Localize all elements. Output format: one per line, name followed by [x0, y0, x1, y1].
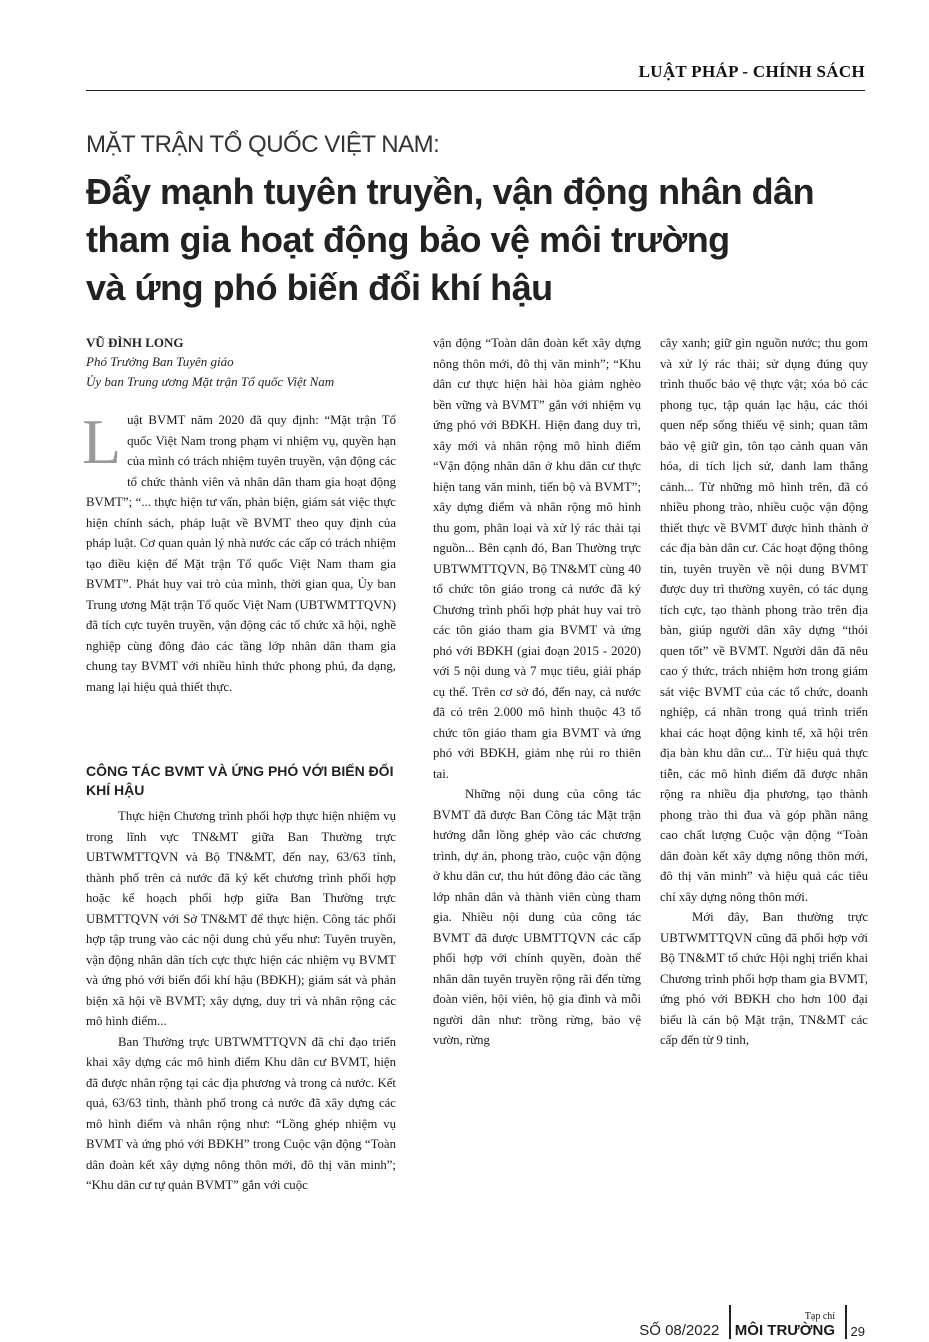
section-label: LUẬT PHÁP - CHÍNH SÁCH [638, 62, 865, 81]
magazine-masthead [735, 1311, 835, 1339]
author-role: Phó Trưởng Ban Tuyên giáo [86, 354, 234, 369]
body-paragraph: Những nội dung của công tác BVMT đã được Ban Công tác Mặt trận hướng dẫn lồng ghép vào các chương trình, dự án, phong trào, cuộc vận động ở khu dân cư, thu hút đông đảo các tầng lớp nhân dân và thành viên cùng tham gia. Nhiều nội dung của công tác BVMT đã được UBMTTQVN các cấp phối hợp với chính quyền, đoàn thể nhân dân tuyên truyền rộng rãi đến từng đoàn viên, hội viên, hộ gia đình và mỗi người dân như: trồng rừng, bảo vệ vườn, rừng [433, 787, 641, 1047]
author-name: VŨ ĐÌNH LONG [86, 335, 184, 350]
vertical-divider [729, 1305, 731, 1339]
body-paragraph: vận động “Toàn dân đoàn kết xây dựng nông thôn mới, đô thị văn minh”; “Khu dân cư thực hiện hài hòa giảm nghèo bền vững và BVMT” gắn với nhiệm vụ ứng phó với BĐKH. Hiện đang duy trì, xây mới và nhân rộng mô hình điểm “Vận động nhân dân ở khu dân cư thực hiện tang văn minh, tiến bộ và BVMT”; xây dựng điểm và nhân rộng mô hình thu gom, phân loại và xử lý rác thải tại nguồn... Bên cạnh đó, Ban Thường trực UBTWMTTQVN, Bộ TN&MT cùng 40 tổ chức tôn giáo trong cả nước đã ký Chương trình phối hợp phát huy vai trò các tôn giáo tham gia BVMT và ứng phó với BĐKH (giai đoạn 2015 - 2020) với 5 nội dung và 7 mục tiêu, giải pháp cụ thể. Trên cơ sở đó, đến nay, cả nước đã có trên 2.000 mô hình thuộc 43 tổ chức tôn giáo tham gia BVMT và ứng phó với BĐKH, giảm nhẹ rủi ro thiên tai. [433, 336, 641, 781]
body-paragraph: Thực hiện Chương trình phối hợp thực hiện nhiệm vụ trong lĩnh vực TN&MT giữa Ban Thường trực UBTWMTTQVN và Bộ TN&MT, đến nay, 63/63 tỉnh, thành phố trên cả nước đã ký kết chương trình phối hợp hoặc kế hoạch phối hợp giữa Ban Thường trực UBMTTQVN với Sở TN&MT để thực hiện. Công tác phối hợp tập trung vào các nội dung chủ yếu như: Tuyên truyền, vận động nhân dân tích cực thực hiện các nhiệm vụ BVMT và ứng phó với biến đổi khí hậu (BĐKH); giám sát và phản biện xã hội về BVMT; xây dựng, duy trì và nhân rộng các mô hình điểm... [86, 809, 396, 1028]
body-paragraph: cây xanh; giữ gìn nguồn nước; thu gom và xử lý rác thải; sử dụng đúng quy trình thuốc bảo vệ thực vật; xóa bỏ các phong tục, tập quán lạc hậu, các thói quen nếp sống thiếu vệ sinh; quan tâm bảo vệ giữ gìn, tôn tạo cảnh quan văn hóa, di tích lịch sử, danh lam thắng cảnh... Từ những mô hình trên, đã có nhiều phong trào, nhiều cuộc vận động thiết thực về BVMT được hình thành ở các địa bàn dân cư. Các hoạt động thông tin, tuyên truyền về nội dung BVMT được duy trì thường xuyên, có tác dụng tích cực, tạo thành phong trào trên địa bàn, giúp người dân xây dựng “thói quen tốt” về BVMT. Người dân đã nêu cao ý thức, trách nhiệm hơn trong giám sát việc BVMT của các tổ chức, doanh nghiệp, cá nhân trong quá trình triển khai các hoạt động kinh tế, xã hội trên địa bàn khu dân cư... Từ hiệu quả thực tiễn, các mô hình điểm đã được nhân rộng ra nhiều địa phương, tạo thành phong trào thi đua và góp phần nâng cao chất lượng Cuộc vận động “Toàn dân đoàn kết xây dựng nông thôn mới, đô thị văn minh” và hiệu quả các tiêu chí xây dựng nông thôn mới. [660, 336, 868, 904]
magazine-kicker: Tạp chí [804, 1311, 836, 1322]
page-footer [639, 1305, 865, 1339]
author-role: Ủy ban Trung ương Mặt trận Tổ quốc Việt Nam [86, 374, 335, 389]
magazine-name: MÔI TRƯỜNG [734, 1322, 836, 1339]
issue-number: SỐ 08/2022 [639, 1322, 720, 1339]
column-2 [433, 333, 641, 1051]
page-number: 29 [850, 1324, 865, 1339]
article-title [86, 168, 876, 312]
article-title-line: và ứng phó biến đổi khí hậu [86, 267, 553, 308]
top-rule [86, 90, 865, 91]
article-title-line: tham gia hoạt động bảo vệ môi trường [86, 219, 730, 260]
drop-cap: L [82, 406, 122, 477]
article-title-line: Đẩy mạnh tuyên truyền, vận động nhân dân [86, 171, 815, 212]
body-paragraph: Ban Thường trực UBTWMTTQVN đã chỉ đạo triển khai xây dựng các mô hình điểm Khu dân cư BVMT, hiện đã được nhân rộng tại các địa phương và trong cả nước. Kết quả, 63/63 tỉnh, thành phố trong cả nước đã xây dựng các mô hình điểm và nhân rộng như: “Lồng ghép nhiệm vụ BVMT và ứng phó với BĐKH” trong Cuộc vận động “Toàn dân đoàn kết xây dựng nông thôn mới, đô thị văn minh”; “Khu dân cư tự quản BVMT” gắn với cuộc [86, 1034, 396, 1192]
body-paragraph: Mới đây, Ban thường trực UBTWMTTQVN cũng đã phối hợp với Bộ TN&MT tổ chức Hội nghị triển khai Chương trình phối hợp tham gia BVMT, ứng phó với BĐKH cho hơn 100 đại biểu là cán bộ Mặt trận, TN&MT các cấp đến từ 9 tỉnh, [660, 910, 868, 1047]
intro-column [82, 406, 396, 697]
column-1 [86, 806, 396, 1196]
intro-paragraph [82, 406, 396, 697]
vertical-divider [845, 1305, 847, 1339]
section-subhead: CÔNG TÁC BVMT VÀ ỨNG PHÓ VỚI BIẾN ĐỔI KHÍ HẬU [86, 763, 394, 798]
article-kicker: MẶT TRẬN TỔ QUỐC VIỆT NAM: [86, 131, 440, 158]
column-3 [660, 333, 868, 1051]
intro-text: uật BVMT năm 2020 đã quy định: “Mặt trận Tổ quốc Việt Nam trong phạm vi nhiệm vụ, quyền hạn của mình có trách nhiệm tuyên truyền, vận động các tổ chức thành viên và nhân dân tham gia hoạt động BVMT”; “... thực hiện tư vấn, phản biện, giám sát việc thực hiện chính sách, pháp luật về BVMT theo quy định của pháp luật. Cơ quan quản lý nhà nước các cấp có trách nhiệm tạo điều kiện để Mặt trận Tổ quốc Việt Nam tham gia BVMT”. Phát huy vai trò của mình, thời gian qua, Ủy ban Trung ương Mặt trận Tổ quốc Việt Nam (UBTWMTTQVN) đã tích cực tuyên truyền, vận động các tổ chức xã hội, nghề nghiệp cùng đông đảo các tầng lớp nhân dân tham gia chung tay BVMT với nhiều hình thức phong phú, đa dạng, mang lại hiệu quả thiết thực. [86, 413, 396, 694]
